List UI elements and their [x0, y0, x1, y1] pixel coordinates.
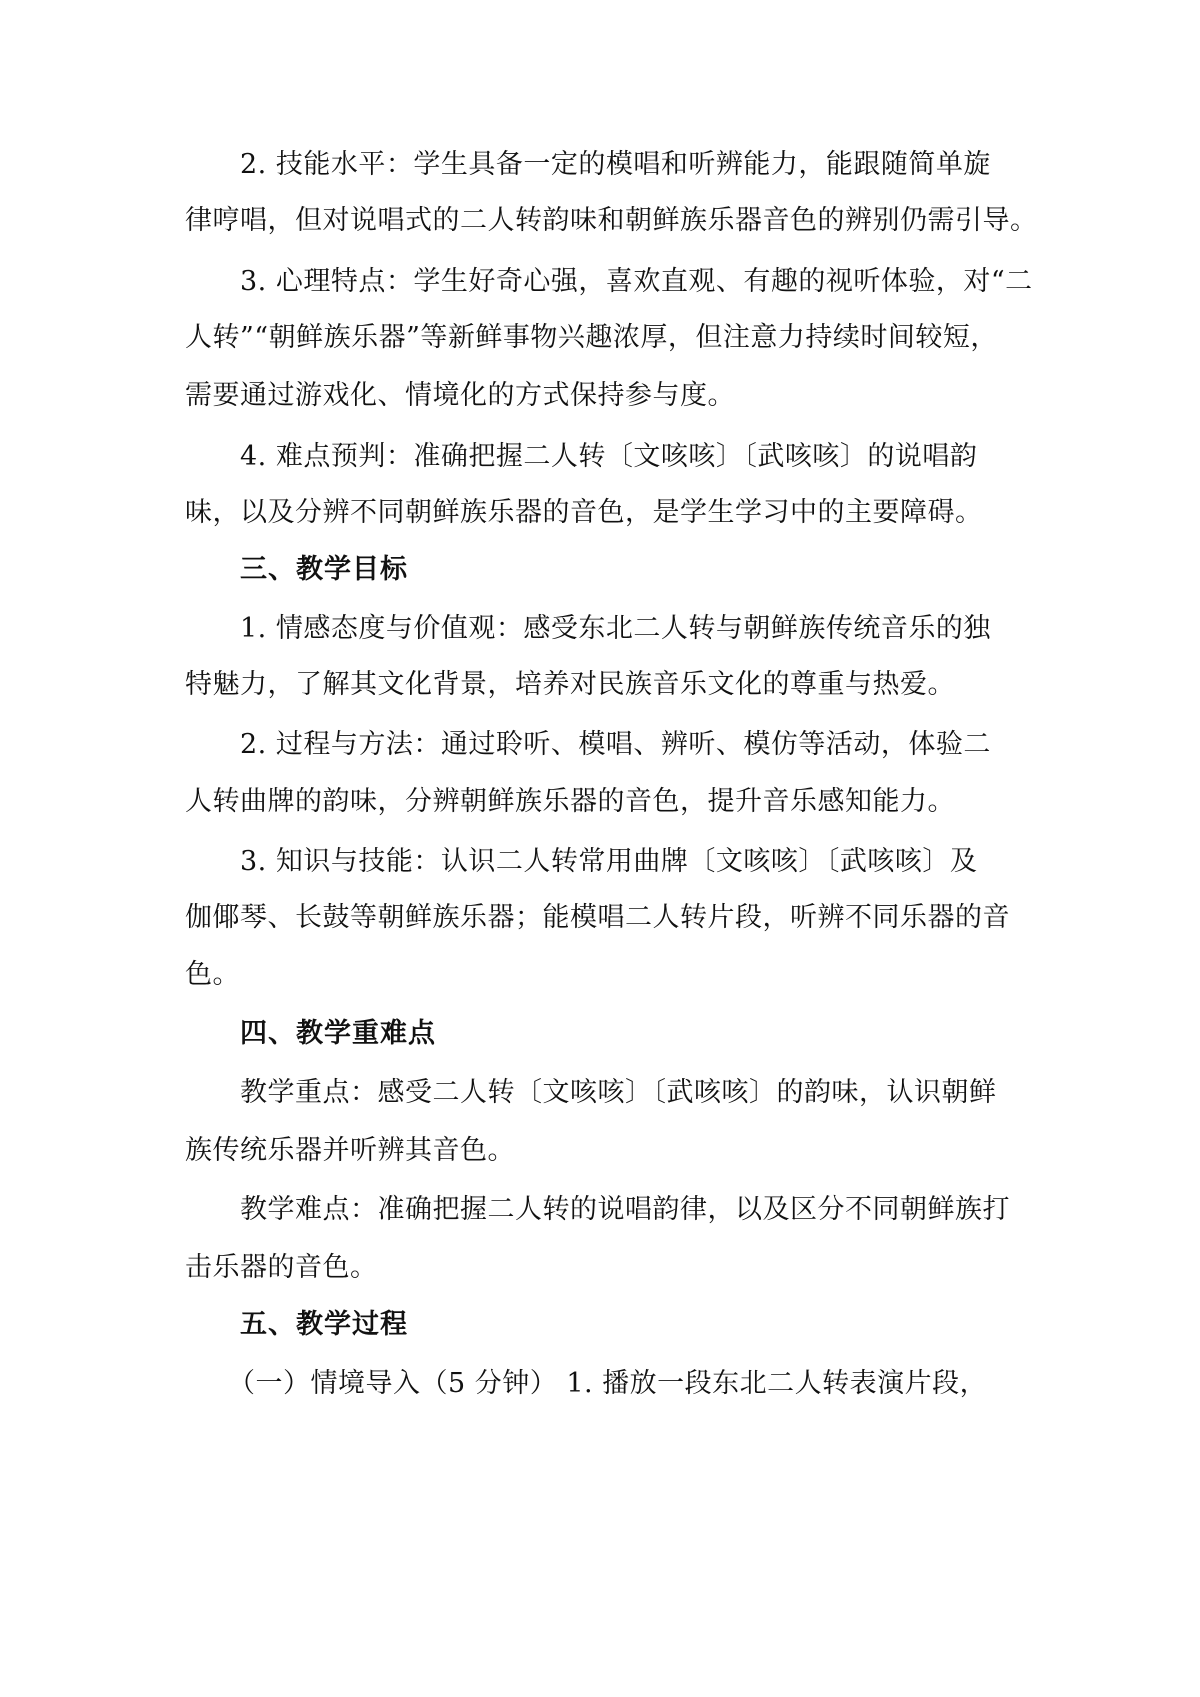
- key-point-line-2: 族传统乐器并听辨其音色。: [185, 1135, 515, 1166]
- goal-process-line-2: 人转曲牌的韵味，分辨朝鲜族乐器的音色，提升音乐感知能力。: [185, 786, 955, 817]
- psychology-line-2: 人转”“朝鲜族乐器”等新鲜事物兴趣浓厚，但注意力持续时间较短，: [185, 322, 998, 353]
- difficulty-prediction-line-2: 味，以及分辨不同朝鲜族乐器的音色，是学生学习中的主要障碍。: [185, 497, 983, 528]
- difficulty-prediction-line-1: 4. 难点预判：准确把握二人转〔文咳咳〕〔武咳咳〕的说唱韵: [240, 441, 978, 472]
- skill-level-line-1: 2. 技能水平：学生具备一定的模唱和听辨能力，能跟随简单旋: [240, 149, 991, 180]
- goal-knowledge-line-3: 色。: [185, 959, 240, 990]
- section-heading-key-difficult-points: 四、教学重难点: [240, 1018, 436, 1049]
- skill-level-line-2: 律哼唱，但对说唱式的二人转韵味和朝鲜族乐器音色的辨别仍需引导。: [185, 205, 1038, 236]
- difficult-point-line-2: 击乐器的音色。: [185, 1252, 378, 1283]
- goal-emotion-line-1: 1. 情感态度与价值观：感受东北二人转与朝鲜族传统音乐的独: [240, 613, 991, 644]
- psychology-line-3: 需要通过游戏化、情境化的方式保持参与度。: [185, 380, 735, 411]
- goal-process-line-1: 2. 过程与方法：通过聆听、模唱、辨听、模仿等活动，体验二: [240, 729, 991, 760]
- section-heading-teaching-goals: 三、教学目标: [240, 554, 408, 585]
- goal-knowledge-line-2: 伽倻琴、长鼓等朝鲜族乐器；能模唱二人转片段，听辨不同乐器的音: [185, 902, 1010, 933]
- goal-emotion-line-2: 特魅力，了解其文化背景，培养对民族音乐文化的尊重与热爱。: [185, 669, 955, 700]
- psychology-line-1: 3. 心理特点：学生好奇心强，喜欢直观、有趣的视听体验，对“二: [240, 266, 1033, 297]
- key-point-line-1: 教学重点：感受二人转〔文咳咳〕〔武咳咳〕的韵味，认识朝鲜: [240, 1077, 997, 1108]
- difficult-point-line-1: 教学难点：准确把握二人转的说唱韵律，以及区分不同朝鲜族打: [240, 1194, 1010, 1225]
- section-heading-teaching-process: 五、教学过程: [240, 1309, 408, 1340]
- goal-knowledge-line-1: 3. 知识与技能：认识二人转常用曲牌〔文咳咳〕〔武咳咳〕及: [240, 846, 978, 877]
- intro-line-1: （一）情境导入（5 分钟） 1. 播放一段东北二人转表演片段，: [228, 1368, 988, 1399]
